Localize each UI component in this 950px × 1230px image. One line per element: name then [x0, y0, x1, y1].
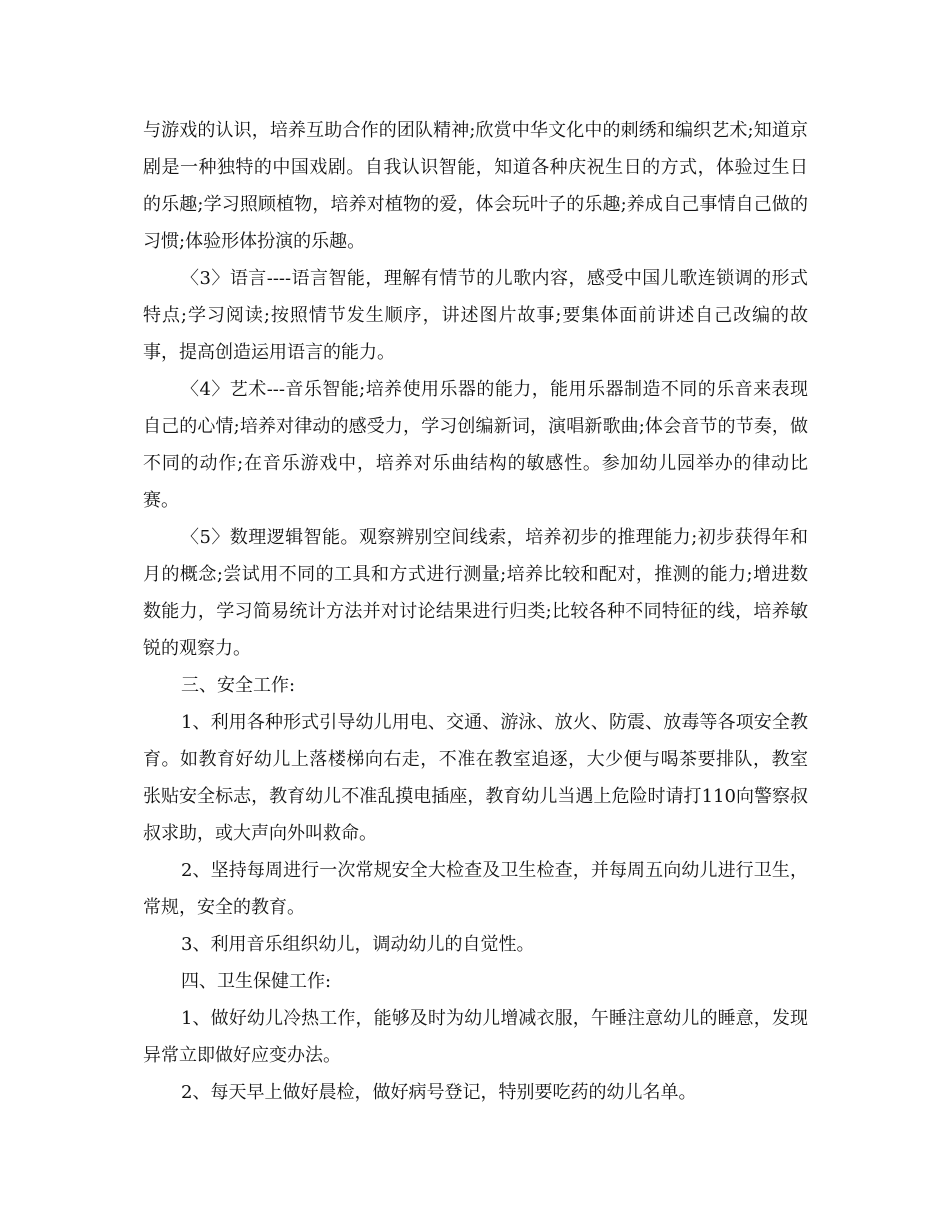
paragraph-art: 〈4〉艺术---音乐智能;培养使用乐器的能力，能用乐器制造不同的乐音来表现自己的心情;培养对律动的感受力，学习创编新词，演唱新歌曲;体会音节的节奏，做不同的动作;在音乐游戏中，培养对乐曲结构的敏感性。参加幼儿园举办的律动比赛。	[143, 379, 808, 511]
paragraph-safety-1: 1、利用各种形式引导幼儿用电、交通、游泳、放火、防震、放毒等各项安全教育。如教育好幼儿上落楼梯向右走，不准在教室追逐，大少便与喝茶要排队，教室张贴安全标志，教育幼儿不准乱摸电插座，教育幼儿当遇上危险时请打110向警察叔叔求助，或大声向外叫救命。	[143, 712, 808, 844]
paragraph-math-logic: 〈5〉数理逻辑智能。观察辨别空间线索，培养初步的推理能力;初步获得年和月的概念;尝试用不同的工具和方式进行测量;培养比较和配对，推测的能力;增进数数能力，学习简易统计方法并对讨论结果进行归类;比较各种不同特征的线，培养敏锐的观察力。	[143, 527, 808, 659]
paragraph-health-1: 1、做好幼儿冷热工作，能够及时为幼儿增减衣服，午睡注意幼儿的睡意，发现异常立即做好应变办法。	[143, 1008, 808, 1066]
paragraph-safety-2: 2、坚持每周进行一次常规安全大检查及卫生检查，并每周五向幼儿进行卫生，常规，安全的教育。	[143, 860, 808, 918]
paragraph-health-2: 2、每天早上做好晨检，做好病号登记，特别要吃药的幼儿名单。	[181, 1082, 697, 1103]
paragraph-language: 〈3〉语言----语言智能，理解有情节的儿歌内容，感受中国儿歌连锁调的形式特点;学习阅读;按照情节发生顺序，讲述图片故事;要集体面前讲述自己改编的故事，提高创造运用语言的能力。	[143, 268, 808, 363]
section-heading-safety: 三、安全工作:	[181, 675, 296, 696]
document-body	[143, 112, 808, 1111]
paragraph-safety-3: 3、利用音乐组织幼儿，调动幼儿的自觉性。	[181, 934, 535, 955]
section-heading-health: 四、卫生保健工作:	[181, 971, 332, 992]
paragraph-continuation: 与游戏的认识，培养互助合作的团队精神;欣赏中华文化中的刺绣和编织艺术;知道京剧是一种独特的中国戏剧。自我认识智能，知道各种庆祝生日的方式，体验过生日的乐趣;学习照顾植物，培养对植物的爱，体会玩叶子的乐趣;养成自己事情自己做的习惯;体验形体扮演的乐趣。	[143, 120, 808, 252]
